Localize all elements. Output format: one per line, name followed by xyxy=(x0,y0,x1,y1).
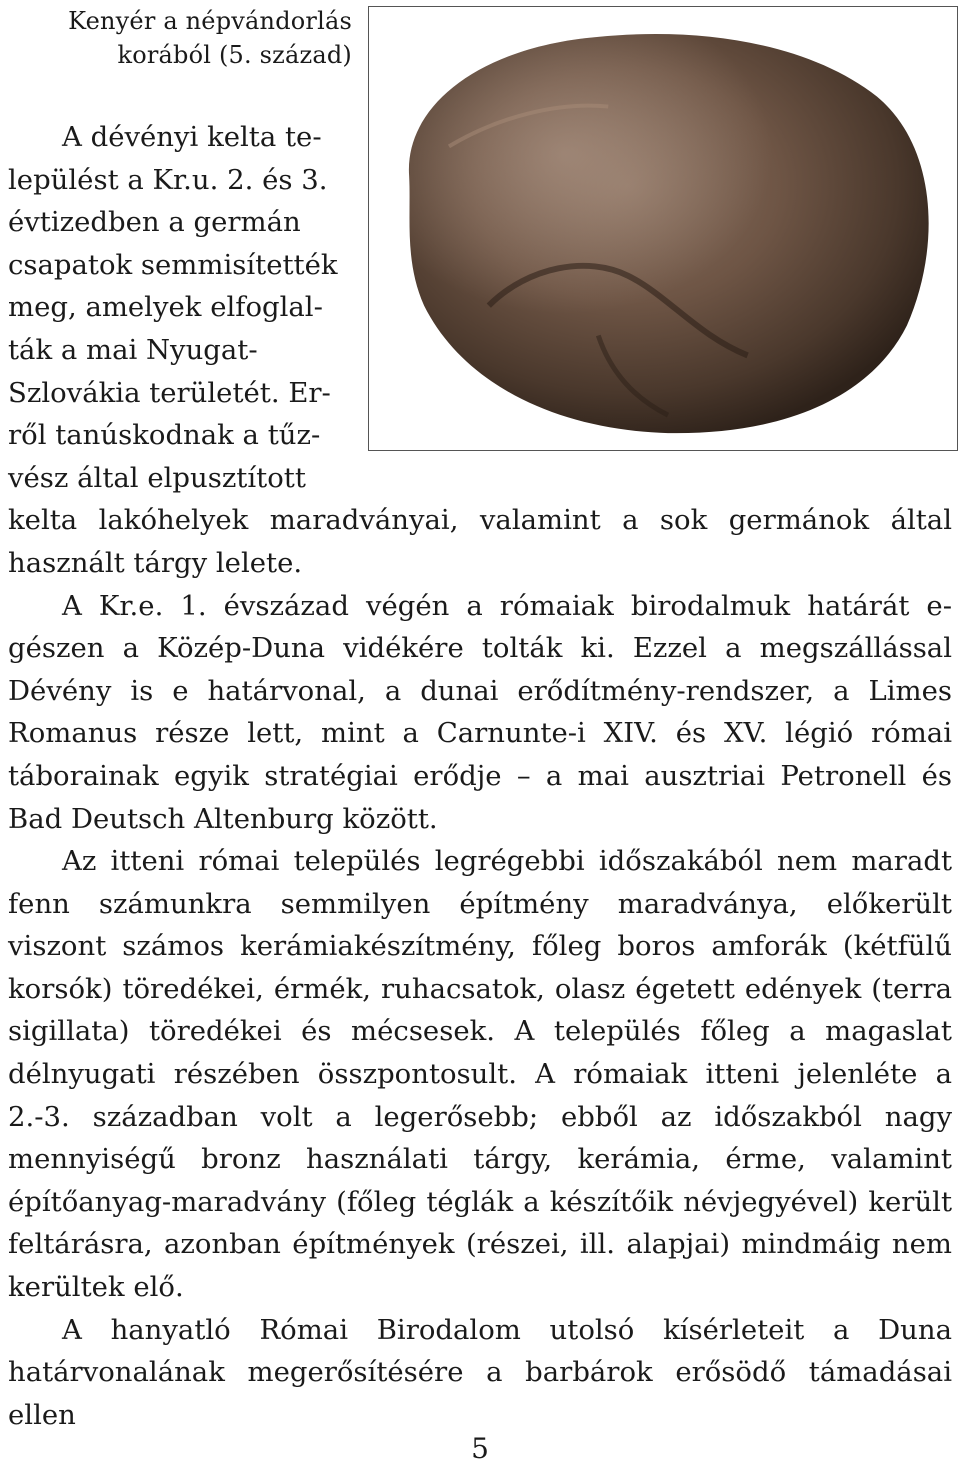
wrapped-paragraph-lines xyxy=(8,116,358,499)
paragraph: kelta lakóhelyek maradványai, valamint a sok germánok által használt tárgy lelete. xyxy=(8,504,952,579)
paragraph: Az itteni római település legrégebbi időszakából nem maradt fenn számunkra semmilyen építmény maradványa, előkerült viszont számos kerámiakészítmény, főleg boros amforák (kétfülű korsók) töredékei, érmék, ruhacsatok, olasz égetett edények (terra sigillata) töredékei és mécsesek. A település főleg a magaslat délnyugati részében összpontosult. A rómaiak itteni jelenléte a 2.-3. században volt a legerősebb; ebből az időszakból nagy mennyiségű bronz használati tárgy, kerámia, érme, valamint építőanyag-maradvány (főleg téglák a készítőik névjegyével) került feltárásra, azonban építmények (részei, ill. alapjai) mindmáig nem kerültek elő. xyxy=(8,845,952,1304)
page-number: 5 xyxy=(471,1432,489,1465)
text-line: Szlovákia területét. Er- xyxy=(8,376,331,409)
paragraph: A hanyatló Római Birodalom utolsó kísérleteit a Duna határvonalának megerősítésére a barbárok erősödő támadásai ellen xyxy=(8,1313,952,1431)
paragraph: A Kr.e. 1. évszázad végén a rómaiak birodalmuk határát e-gészen a Közép-Duna vidékére tolták ki. Ezzel a megszállással Dévény is e határvonal, a dunai erődítmény-rendszer, a Limes Romanus része lett, mint a Carnunte-i XIV. és XV. légió római táborainak egyik stratégiai erődje – a mai ausztriai Petronell és Bad Deutsch Altenburg között. xyxy=(8,589,952,835)
text-line: ták a mai Nyugat- xyxy=(8,333,258,366)
text-line: évtizedben a germán xyxy=(8,206,301,239)
article-body xyxy=(8,116,952,1436)
text-line: vész által elpusztított xyxy=(8,461,306,494)
text-line: ről tanúskodnak a tűz- xyxy=(8,419,321,452)
text-line: meg, amelyek elfoglal- xyxy=(8,291,323,324)
text-line: csapatok semmisítették xyxy=(8,248,338,281)
text-line: lepülést a Kr.u. 2. és 3. xyxy=(8,163,328,196)
text-line: A dévényi kelta te- xyxy=(62,121,322,153)
image-caption: Kenyér a népvándorlás korából (5. század) xyxy=(68,7,352,69)
